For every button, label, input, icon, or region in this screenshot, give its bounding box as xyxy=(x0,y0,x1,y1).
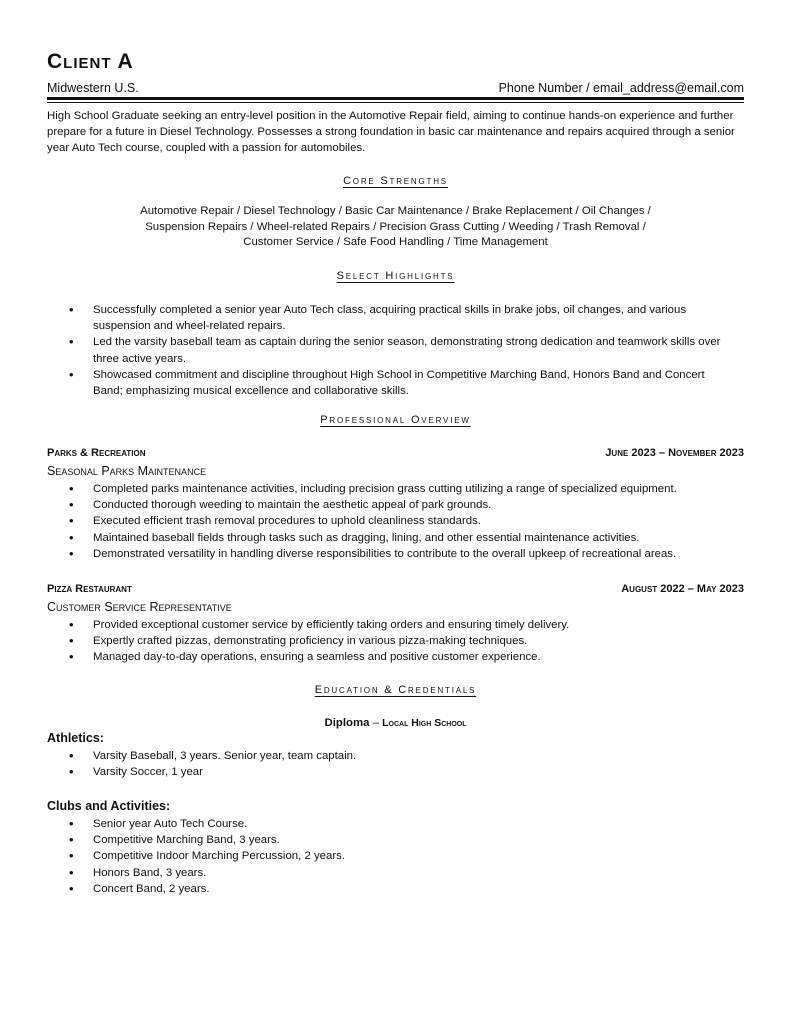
contact-row xyxy=(47,80,744,96)
strengths-line: Suspension Repairs / Wheel-related Repairs / Precision Grass Cutting / Weeding / Trash Removal / xyxy=(145,220,646,233)
core-strengths-heading: Core Strengths xyxy=(343,175,448,187)
list-item: • Conducted thorough weeding to maintain the aesthetic appeal of park grounds. xyxy=(47,497,744,513)
list-item: • Demonstrated versatility in handling diverse responsibilities to contribute to the overall upkeep of recreational areas. xyxy=(47,546,744,562)
list-item: • Led the varsity baseball team as captain during the senior season, demonstrating strong dedication and teamwork skills over three active years. xyxy=(47,334,737,366)
list-item: • Honors Band, 3 years. xyxy=(47,865,744,881)
strengths-line: Customer Service / Safe Food Handling / Time Management xyxy=(243,236,548,248)
list-item: • Executed efficient trash removal procedures to uphold cleanliness standards. xyxy=(47,513,744,529)
summary-paragraph: High School Graduate seeking an entry-level position in the Automotive Repair field, aiming to continue hands-on experience and further prepare for a future in Diesel Technology. Possesses a strong foundation in basic car maintenance and repairs acquired through a senior year Auto Tech course, coupled with a passion for automobiles. xyxy=(47,110,735,154)
list-item: • Managed day-to-day operations, ensuring a seamless and positive customer experience. xyxy=(47,649,744,665)
athletics-list xyxy=(47,748,744,780)
job-dates: August 2022 – May 2023 xyxy=(621,583,744,595)
list-item: • Maintained baseball fields through tasks such as dragging, lining, and other essential maintenance activities. xyxy=(47,530,744,546)
job-bullets xyxy=(47,617,744,666)
header-divider-thin xyxy=(47,102,744,103)
overview-heading: Professional Overview xyxy=(320,414,471,426)
degree: Diploma xyxy=(324,717,370,729)
contact-info: Phone Number / email_address@email.com xyxy=(498,81,744,95)
athletics-heading: Athletics: xyxy=(47,731,104,745)
header-divider-thick xyxy=(47,97,744,100)
list-item: • Senior year Auto Tech Course. xyxy=(47,816,744,832)
education-heading: Education & Credentials xyxy=(314,684,477,696)
highlights-list xyxy=(47,302,737,399)
job-title: Seasonal Parks Maintenance xyxy=(47,464,207,478)
list-item: • Completed parks maintenance activities, including precision grass cutting utilizing a range of specialized equipment. xyxy=(47,481,744,497)
employer-name: Pizza Restaurant xyxy=(47,583,132,595)
strengths-line: Automotive Repair / Diesel Technology / Basic Car Maintenance / Brake Replacement / Oil Changes / xyxy=(140,205,651,217)
core-strengths-list xyxy=(47,204,744,251)
list-item: • Showcased commitment and discipline throughout High School in Competitive Marching Band, Honors Band and Concert Band; emphasizing musical excellence and collaborative skills. xyxy=(47,367,737,399)
job-dates: June 2023 – November 2023 xyxy=(605,447,744,459)
candidate-name: Client A xyxy=(47,50,134,73)
school-name: Local High School xyxy=(382,717,467,729)
job-header xyxy=(47,446,744,460)
list-item: • Expertly crafted pizzas, demonstrating proficiency in various pizza-making techniques. xyxy=(47,633,744,649)
job-bullets xyxy=(47,481,744,562)
job-title: Customer Service Representative xyxy=(47,600,232,614)
employer-name: Parks & Recreation xyxy=(47,447,146,459)
degree-separator: – xyxy=(369,717,383,729)
job-header xyxy=(47,582,744,596)
list-item: • Provided exceptional customer service by efficiently taking orders and ensuring timely delivery. xyxy=(47,617,744,633)
list-item: • Competitive Marching Band, 3 years. xyxy=(47,832,744,848)
list-item: • Varsity Soccer, 1 year xyxy=(47,764,744,780)
list-item: • Varsity Baseball, 3 years. Senior year, team captain. xyxy=(47,748,744,764)
location: Midwestern U.S. xyxy=(47,81,139,95)
diploma-line xyxy=(0,716,791,730)
clubs-heading: Clubs and Activities: xyxy=(47,799,171,813)
list-item: • Concert Band, 2 years. xyxy=(47,881,744,897)
list-item: • Competitive Indoor Marching Percussion, 2 years. xyxy=(47,848,744,864)
clubs-list xyxy=(47,816,744,897)
list-item: • Successfully completed a senior year Auto Tech class, acquiring practical skills in brake jobs, oil changes, and various suspension and wheel-related repairs. xyxy=(47,302,737,334)
highlights-heading: Select Highlights xyxy=(336,270,455,282)
